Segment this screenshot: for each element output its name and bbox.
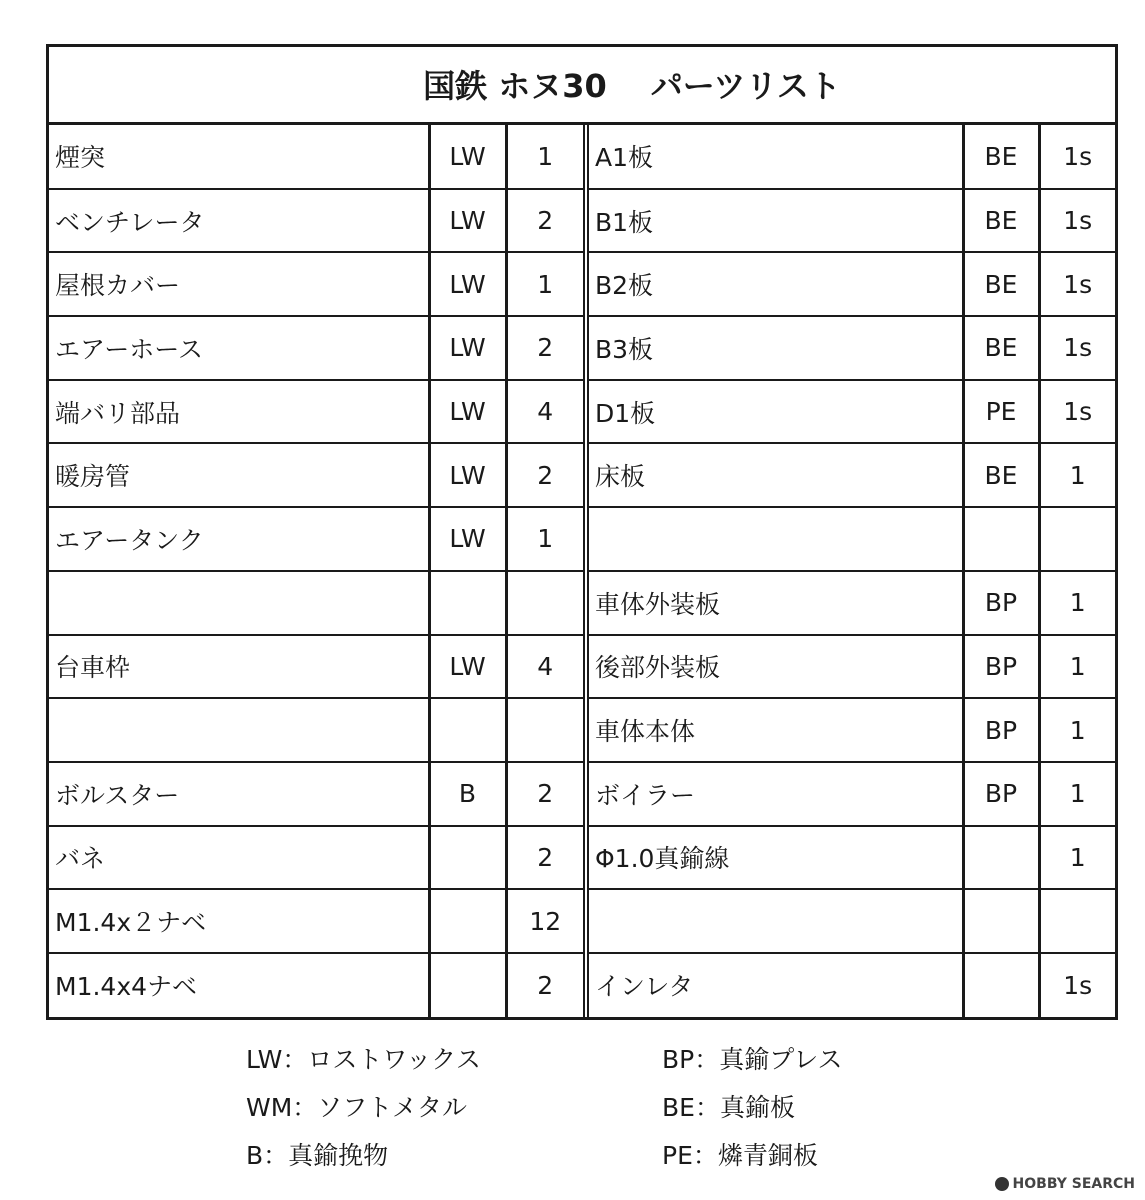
table-row [49,380,583,444]
table-row [49,316,583,380]
part-name-cell: エアータンク [49,507,429,571]
quantity-cell: 1s [1039,380,1115,444]
quantity-cell: 1 [1039,635,1115,699]
quantity-cell: 1s [1039,316,1115,380]
quantity-cell: 1 [1039,443,1115,507]
table-row [589,571,1115,635]
material-cell: LW [429,316,506,380]
material-cell [429,698,506,762]
part-name-cell: 車体外装板 [589,571,963,635]
table-row [49,826,583,890]
table-row [589,443,1115,507]
right-parts-table [589,125,1115,1017]
legend-item: B：真鍮挽物 [246,1141,389,1170]
quantity-cell: 4 [506,380,583,444]
page-title [49,47,1115,125]
table-row [49,252,583,316]
table-row [49,635,583,699]
part-name-cell: 後部外装板 [589,635,963,699]
quantity-cell: 2 [506,953,583,1017]
material-cell: LW [429,380,506,444]
legend-item: PE：燐青銅板 [662,1141,818,1170]
part-name-cell [589,889,963,953]
title-sub: パーツリスト [650,67,841,105]
table-row [589,953,1115,1017]
material-cell: BE [963,125,1039,189]
title-main: 国鉄 ホヌ30 [423,67,607,105]
part-name-cell [49,571,429,635]
quantity-cell: 12 [506,889,583,953]
material-cell: LW [429,125,506,189]
table-row [49,189,583,253]
quantity-cell: 1 [1039,762,1115,826]
part-name-cell: 屋根カバー [49,252,429,316]
part-name-cell: Φ1.0真鍮線 [589,826,963,890]
quantity-cell: 1 [506,507,583,571]
table-row [589,762,1115,826]
part-name-cell: B1板 [589,189,963,253]
material-cell [963,826,1039,890]
quantity-cell: 1 [1039,826,1115,890]
part-name-cell: インレタ [595,972,694,1002]
material-legend-left [246,1036,481,1180]
quantity-cell: 1 [506,125,583,189]
quantity-cell [1039,507,1115,571]
material-cell: B [429,762,506,826]
legend-item: WM：ソフトメタル [246,1093,468,1122]
material-cell [429,889,506,953]
quantity-cell: 1 [1039,571,1115,635]
watermark-text: HOBBY SEARCH [1012,1176,1135,1192]
quantity-cell: 1s [1039,252,1115,316]
material-cell: BE [963,443,1039,507]
quantity-cell: 1 [1039,698,1115,762]
material-cell: LW [429,252,506,316]
material-cell: LW [429,189,506,253]
table-row [49,889,583,953]
material-cell [429,571,506,635]
quantity-cell: 1s [1039,189,1115,253]
watermark [995,1176,1135,1192]
table-row [589,635,1115,699]
material-cell [963,953,1039,1017]
part-name-cell [49,698,429,762]
material-cell: BE [963,252,1039,316]
part-name-cell: バネ [49,826,429,890]
table-row [49,953,583,1017]
part-name-cell: 暖房管 [49,443,429,507]
legend-item: LW：ロストワックス [246,1045,481,1074]
part-name-cell: A1板 [589,125,963,189]
quantity-cell: 1s [1039,125,1115,189]
quantity-cell [1039,889,1115,953]
quantity-cell: 2 [506,316,583,380]
part-name-cell: M1.4x２ナベ [49,889,429,953]
parts-list-sheet [46,44,1118,1020]
quantity-cell: 4 [506,635,583,699]
material-cell [963,507,1039,571]
table-row [49,443,583,507]
quantity-cell: 2 [506,762,583,826]
material-cell: BP [963,762,1039,826]
table-row [49,762,583,826]
hobby-search-logo-icon [995,1177,1009,1191]
quantity-cell [506,698,583,762]
part-name-cell [589,507,963,571]
material-cell: LW [429,443,506,507]
part-name-cell: ボイラー [589,762,963,826]
table-row [589,189,1115,253]
part-name-cell: D1板 [589,380,963,444]
quantity-cell: 1s [1039,953,1115,1017]
part-name-cell: 台車枠 [49,635,429,699]
part-name-cell: 車体本体 [589,698,963,762]
material-cell [963,889,1039,953]
material-cell [429,826,506,890]
part-name-cell: B2板 [589,252,963,316]
material-cell: BE [963,189,1039,253]
quantity-cell: 1 [506,252,583,316]
table-row [49,507,583,571]
quantity-cell: 2 [506,826,583,890]
table-row [49,698,583,762]
material-cell: BE [963,316,1039,380]
table-row [49,571,583,635]
quantity-cell: 2 [506,189,583,253]
part-name-cell: ベンチレータ [49,189,429,253]
legend-item: BP：真鍮プレス [662,1045,843,1074]
part-name-cell: 煙突 [49,125,429,189]
table-row [589,380,1115,444]
part-name-cell: エアーホース [49,316,429,380]
material-cell: BP [963,698,1039,762]
table-row [589,125,1115,189]
table-row [589,316,1115,380]
material-cell: LW [429,507,506,571]
table-row [49,125,583,189]
material-cell: PE [963,380,1039,444]
table-row [589,252,1115,316]
legend-item: BE：真鍮板 [662,1093,795,1122]
table-row [589,698,1115,762]
part-name-cell: ボルスター [49,762,429,826]
quantity-cell [506,571,583,635]
part-name-cell: B3板 [589,316,963,380]
material-cell: BP [963,571,1039,635]
quantity-cell: 2 [506,443,583,507]
part-name-cell: 床板 [589,443,963,507]
material-cell: BP [963,635,1039,699]
part-name-cell: M1.4x4ナベ [55,972,198,1002]
material-legend-right [662,1036,842,1180]
table-row [589,507,1115,571]
left-parts-table [49,125,583,1017]
material-cell: LW [429,635,506,699]
table-row [589,889,1115,953]
table-row [589,826,1115,890]
part-name-cell: 端バリ部品 [49,380,429,444]
material-cell [429,953,506,1017]
